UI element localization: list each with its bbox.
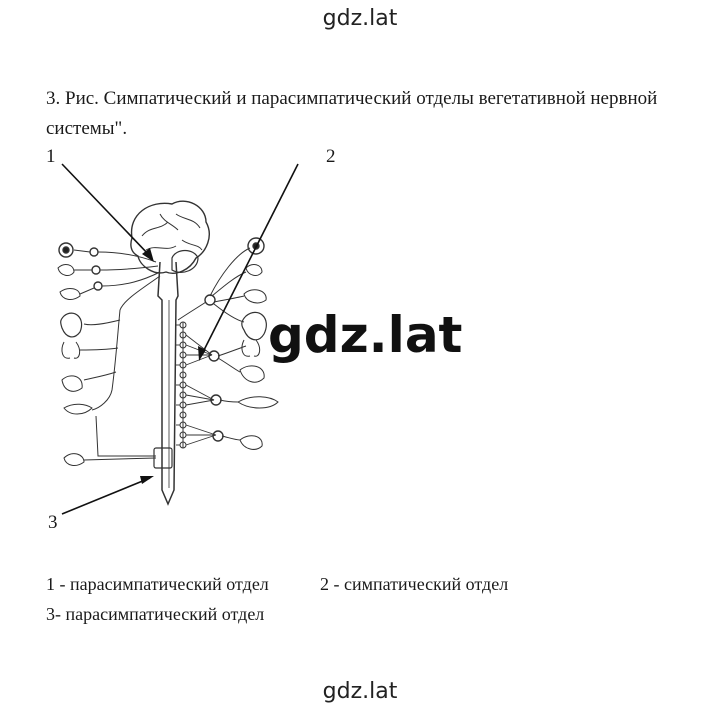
salivary-left — [60, 289, 80, 300]
liver-left — [62, 376, 82, 391]
caption-3: 3- парасимпатический отдел — [46, 604, 265, 624]
mesenteric-ganglion-lower — [213, 431, 223, 441]
cervical-ganglion — [205, 295, 215, 305]
ciliary-ganglion — [90, 248, 98, 256]
bladder-right — [240, 436, 262, 450]
watermark-top: gdz.lat — [322, 6, 398, 31]
eye-left-pupil — [63, 247, 69, 253]
sympathetic-fibers — [176, 325, 216, 445]
heart-right — [242, 312, 267, 339]
gland-right — [246, 265, 262, 276]
bladder-left — [64, 454, 84, 466]
watermark-bottom: gdz.lat — [322, 679, 398, 704]
label-1: 1 — [46, 146, 56, 167]
label-2: 2 — [326, 146, 336, 167]
caption-1: 1 - парасимпатический отдел — [46, 574, 269, 594]
lungs-left — [62, 342, 80, 358]
figure-title: 3. Рис. Симпатический и парасимпатический отделы вегетативной нервной системы". — [46, 88, 658, 139]
label-3: 3 — [48, 512, 58, 533]
pterygopalatine-ganglion — [92, 266, 100, 274]
arrow-1 — [62, 164, 150, 256]
salivary-right — [244, 290, 266, 303]
stomach-right — [240, 366, 264, 382]
caption-2: 2 - симпатический отдел — [320, 574, 509, 594]
intestine-right — [238, 397, 278, 408]
lungs-right — [242, 340, 260, 356]
heart-left — [61, 313, 82, 337]
arrowhead-3 — [140, 476, 154, 484]
otic-ganglion — [94, 282, 102, 290]
arrow-3 — [62, 478, 150, 514]
watermark-middle: gdz.lat — [268, 306, 463, 364]
lacrimal-left — [58, 265, 74, 276]
intestine-left — [64, 404, 92, 414]
brain-folds — [142, 214, 202, 250]
sympathetic-chain — [180, 322, 186, 448]
